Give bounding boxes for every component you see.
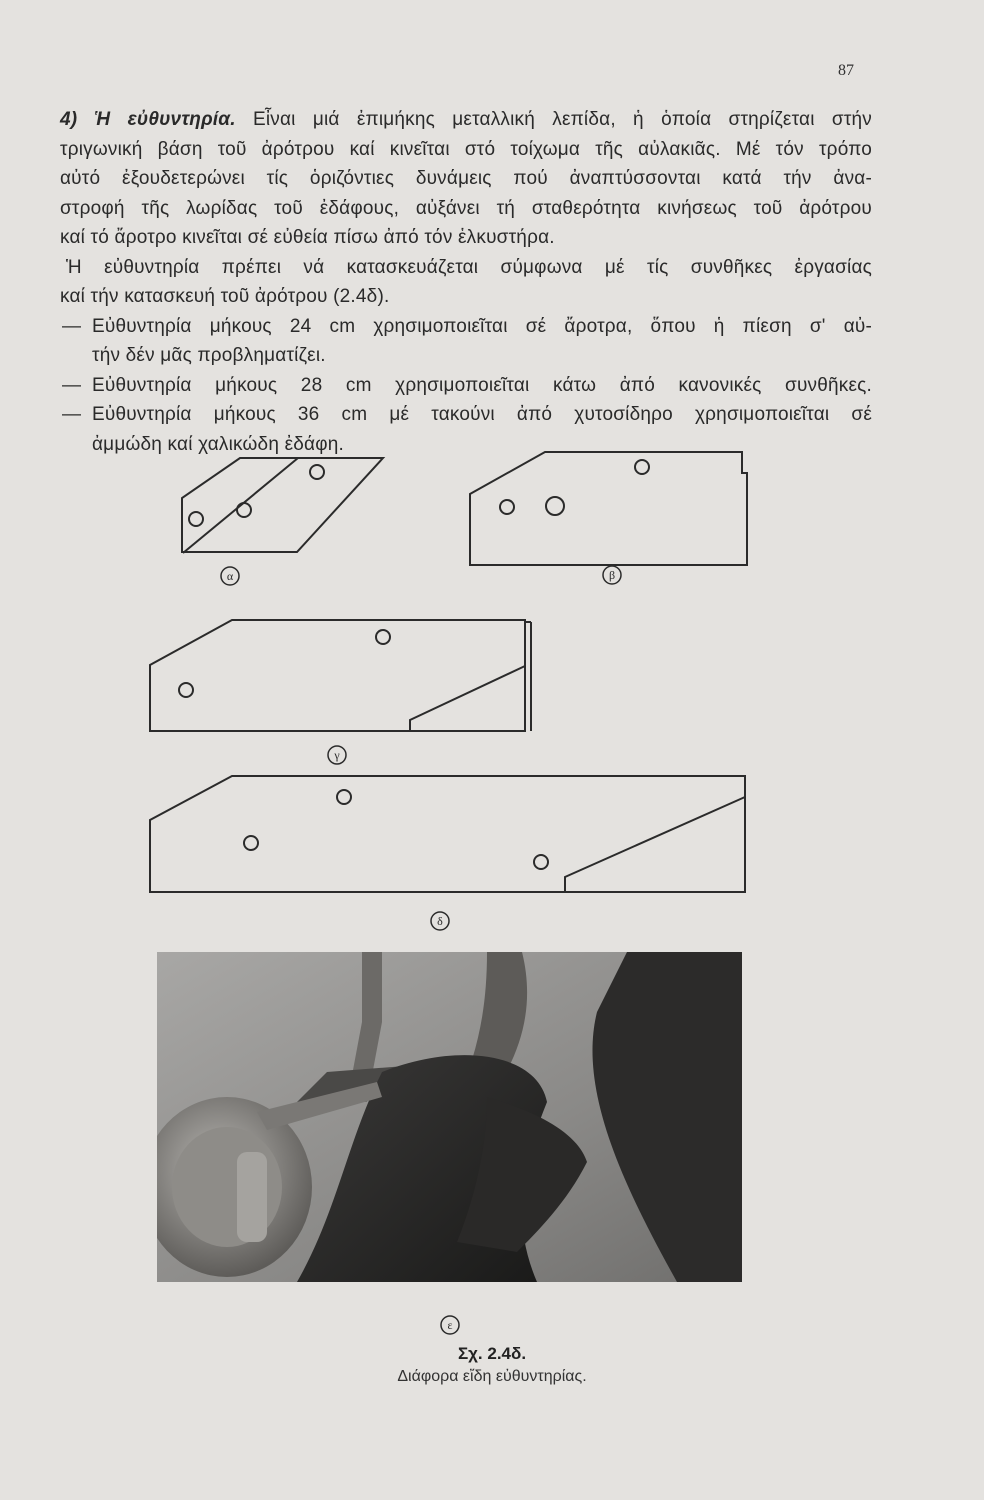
label-a: α — [226, 569, 234, 583]
paragraph-2-line-1: Ἡ εὐθυντηρία πρέπει νά κατασκευάζεται σύμφωνα μέ τίς συνθῆκες ἐργασίας — [66, 256, 872, 278]
label-e: ε — [447, 1318, 453, 1332]
list-dash: — — [62, 374, 82, 396]
list-item: — Εὐθυντηρία μήκους 28 cm χρησιμοποιεῖται κάτω ἀπό κανονικές συνθῆκες. — [60, 371, 872, 401]
paragraph-1-line-1: 4) Ἡ εὐθυντηρία. Εἶναι μιά ἐπιμήκης μεταλλική λεπίδα, ἡ ὁποία στηρίζεται στήν — [60, 109, 872, 130]
label-b: β — [608, 568, 616, 582]
paragraph-2-line-2: καί τήν κατασκευή τοῦ ἀρότρου (2.4δ). — [60, 286, 390, 307]
section-heading: 4) Ἡ εὐθυντηρία. — [60, 109, 236, 130]
list-item-continuation: ἀμμώδη καί χαλικώδη ἐδάφη. — [92, 433, 344, 455]
list-item: — Εὐθυντηρία μήκους 36 cm μέ τακούνι ἀπό χυτοσίδηρο χρησιμοποιεῖται σέ — [60, 400, 872, 430]
paragraph-1-line-2: τριγωνική βάση τοῦ ἀρότρου καί κινεῖται στό τοίχωμα τῆς αὐλακιᾶς. Μέ τόν τρόπο — [60, 138, 872, 160]
list-dash: — — [62, 315, 82, 337]
figure-caption: Διάφορα εἴδη εὐθυντηρίας. — [397, 1368, 587, 1385]
label-c: γ — [334, 748, 340, 762]
paragraph-1-line-5: καί τό ἄροτρο κινεῖται σέ εὐθεία πίσω ἀπό τόν ἑλκυστήρα. — [60, 227, 555, 248]
list-item: — Εὐθυντηρία μήκους 24 cm χρησιμοποιεῖται σέ ἄροτρα, ὅπου ἡ πίεση σ' αὐ- — [60, 312, 872, 342]
figure-number: Σχ. 2.4δ. — [457, 1344, 527, 1363]
list-dash: — — [62, 404, 82, 425]
paragraph-1-line-3: αὐτό ἐξουδετερώνει τίς ὁριζόντιες δυνάμεις πού ἀναπτύσσονται κατά τήν ἀνα- — [60, 168, 872, 189]
page-number: 87 — [838, 62, 854, 79]
label-d: δ — [437, 914, 443, 928]
paragraph-1-line-4: στροφή τῆς λωρίδας τοῦ ἐδάφους, αὐξάνει τή σταθερότητα κινήσεως τοῦ ἀρότρου — [60, 197, 872, 219]
list-item-continuation: τήν δέν μᾶς προβληματίζει. — [92, 345, 326, 366]
